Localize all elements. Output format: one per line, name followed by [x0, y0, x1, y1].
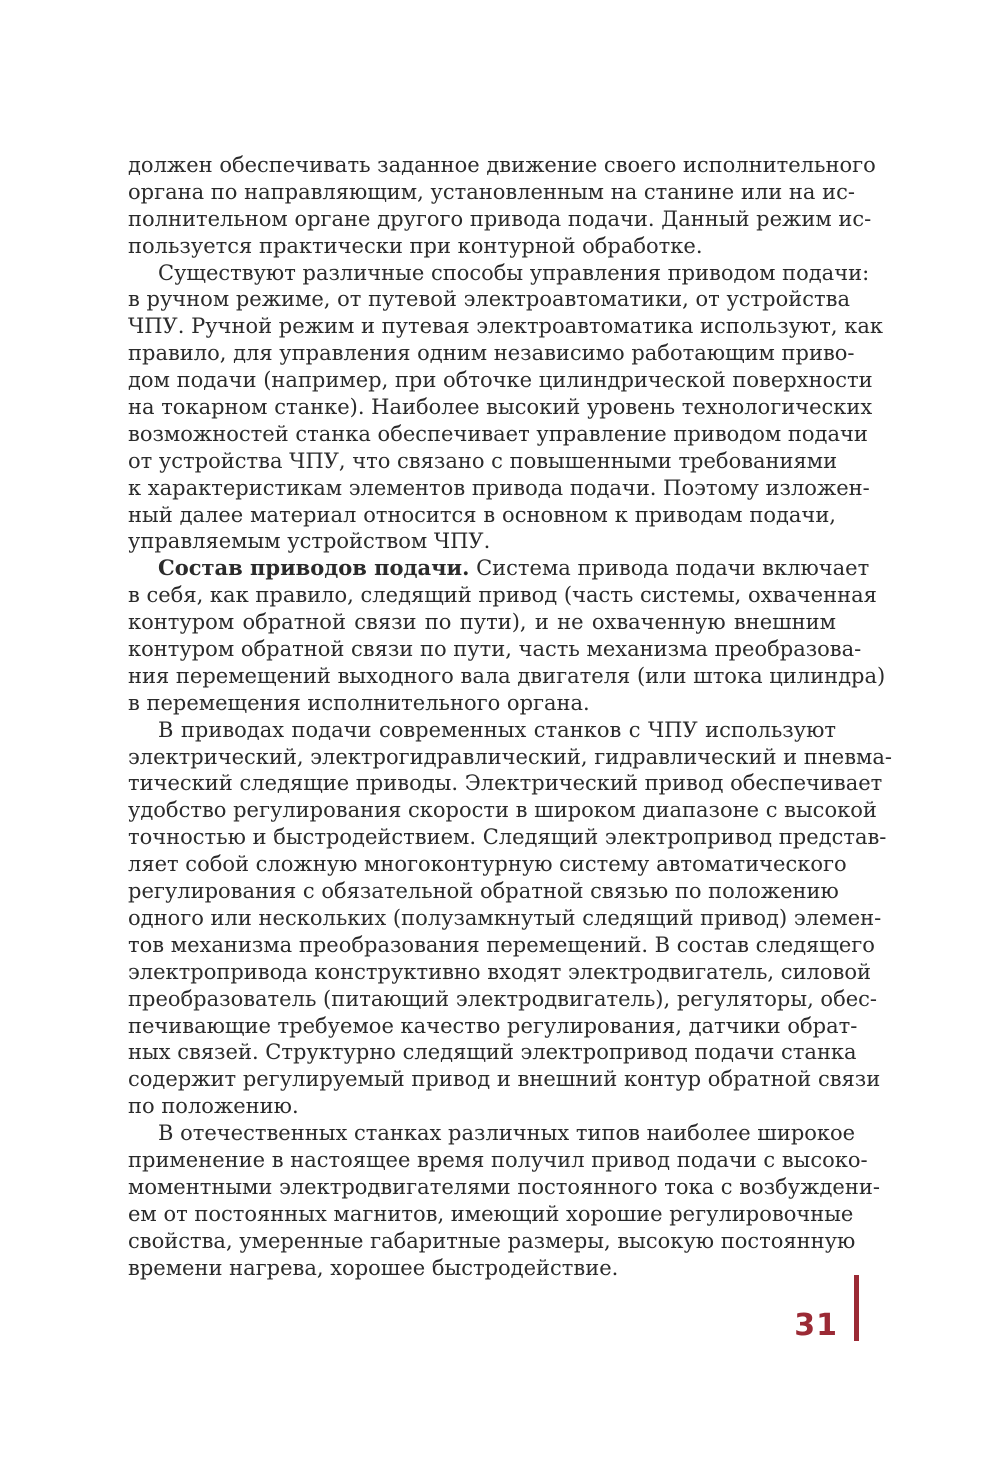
page-number: 31	[794, 1308, 838, 1343]
text-line: ем от постоянных магнитов, имеющий хорошие регулировочные	[128, 1201, 854, 1226]
text-line: электропривода конструктивно входят электродвигатель, силовой	[128, 959, 871, 984]
text-line: ляет собой сложную многоконтурную систему автоматического	[128, 852, 847, 877]
text-line: по положению.	[128, 1094, 299, 1119]
text-line: от устройства ЧПУ, что связано с повышенными требованиями	[128, 448, 838, 473]
text-line: регулирования с обязательной обратной связью по положению	[128, 879, 839, 904]
text-line: на токарном станке). Наиболее высокий уровень технологических	[128, 395, 873, 420]
text-line: печивающие требуемое качество регулирования, датчики обрат-	[128, 1013, 858, 1038]
text-line: содержит регулируемый привод и внешний контур обратной связи	[128, 1067, 881, 1092]
text-line: контуром обратной связи по пути, часть механизма преобразова-	[128, 637, 862, 662]
text-line: дом подачи (например, при обточке цилиндрической поверхности	[128, 368, 873, 393]
text-line: к характеристикам элементов привода подачи. Поэтому изложен-	[128, 475, 870, 500]
text-line: преобразователь (питающий электродвигатель), регуляторы, обес-	[128, 986, 877, 1011]
text-line: правило, для управления одним независимо работающим приво-	[128, 341, 855, 366]
text-line: применение в настоящее время получил привод подачи с высоко-	[128, 1147, 868, 1172]
text-line: одного или нескольких (полузамкнутый следящий привод) элемен-	[128, 905, 882, 930]
text-line: моментными электродвигателями постоянного тока с возбуждени-	[128, 1174, 880, 1199]
text-line: возможностей станка обеспечивает управление приводом подачи	[128, 421, 868, 446]
text-line: В отечественных станках различных типов наиболее широкое	[158, 1121, 856, 1146]
text-line: ЧПУ. Ручной режим и путевая электроавтоматика используют, как	[128, 314, 884, 339]
text-line: Существуют различные способы управления приводом подачи:	[158, 260, 870, 285]
body-text	[128, 152, 892, 1281]
text-line: в перемещения исполнительного органа.	[128, 690, 590, 715]
text-line: удобство регулирования скорости в широком диапазоне с высокой	[128, 798, 877, 823]
text-line: ния перемещений выходного вала двигателя (или штока цилиндра)	[128, 663, 886, 688]
text-line: ный далее материал относится в основном к приводам подачи,	[128, 502, 836, 527]
text-line: полнительном органе другого привода подачи. Данный режим ис-	[128, 206, 872, 231]
text-line: электрический, электрогидравлический, гидравлический и пневма-	[128, 744, 892, 769]
section-heading-inline: Состав приводов подачи.	[158, 555, 470, 581]
text-line: пользуется практически при контурной обработке.	[128, 233, 703, 258]
text-line	[128, 555, 870, 582]
text-line: в ручном режиме, от путевой электроавтоматики, от устройства	[128, 287, 850, 312]
text-line: тический следящие приводы. Электрический привод обеспечивает	[128, 771, 883, 796]
page-number-rule	[854, 1275, 859, 1341]
text-line: свойства, умеренные габаритные размеры, высокую постоянную	[128, 1228, 856, 1253]
text-line: ных связей. Структурно следящий электропривод подачи станка	[128, 1040, 857, 1065]
text-line: тов механизма преобразования перемещений. В состав следящего	[128, 932, 875, 957]
text-line: точностью и быстродействием. Следящий электропривод представ-	[128, 825, 887, 850]
text-line: должен обеспечивать заданное движение своего исполнительного	[128, 153, 876, 177]
text-line: контуром обратной связи по пути), и не охваченную внешним	[128, 610, 836, 635]
text-line: в себя, как правило, следящий привод (часть системы, охваченная	[128, 583, 877, 608]
text-line: управляемым устройством ЧПУ.	[128, 529, 491, 554]
text-line: В приводах подачи современных станков с ЧПУ используют	[158, 717, 836, 742]
text-line-rest: Система привода подачи включает	[476, 556, 870, 581]
text-line: органа по направляющим, установленным на станине или на ис-	[128, 179, 855, 204]
text-line: времени нагрева, хорошее быстродействие.	[128, 1255, 619, 1280]
